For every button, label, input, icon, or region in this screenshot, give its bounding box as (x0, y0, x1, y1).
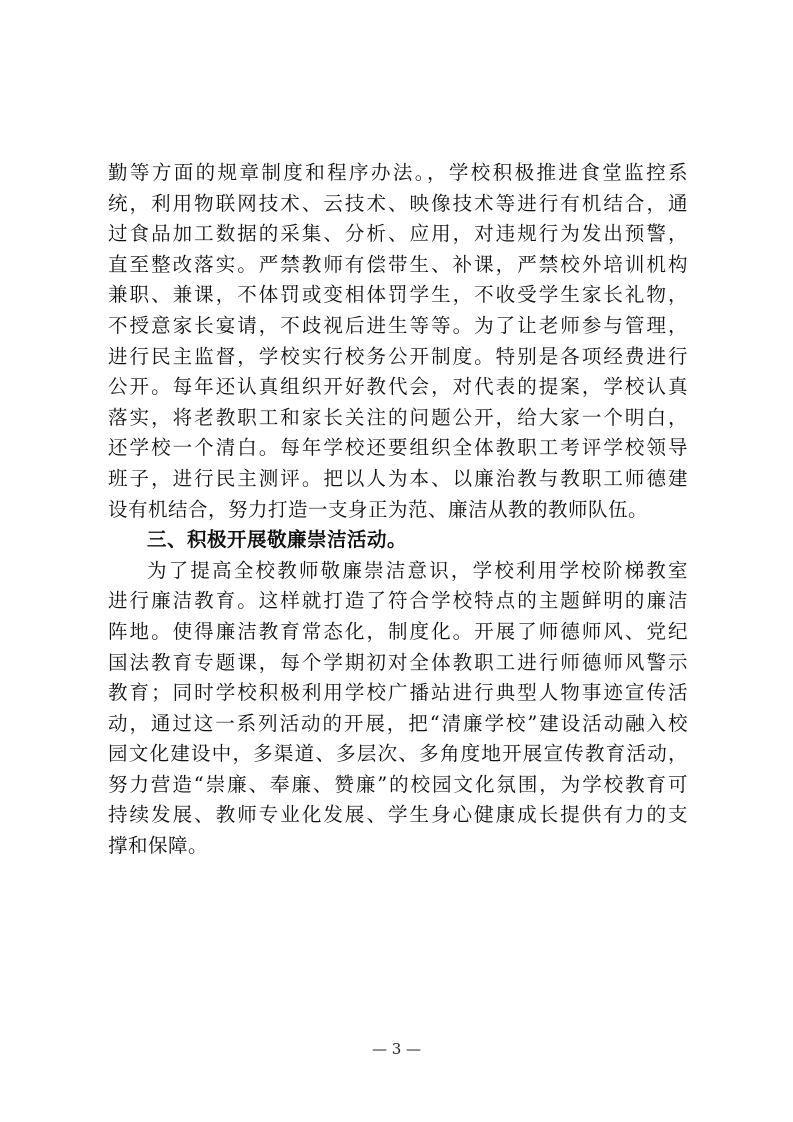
paragraph-2 (108, 556, 688, 862)
paragraph-line: 过食品加工数据的采集、分析、应用，对违规行为发出预警， (108, 222, 688, 246)
document-body (108, 158, 688, 862)
paragraph-line: 落实，将老教职工和家长关注的问题公开，给大家一个明白， (108, 405, 688, 429)
paragraph-line: 努力营造“崇廉、奉廉、赞廉”的校园文化氛围，为学校教育可 (108, 772, 688, 796)
paragraph-line: 勤等方面的规章制度和程序办法。，学校积极推进食堂监控系 (108, 161, 688, 184)
paragraph-line: 进行民主监督，学校实行校务公开制度。特别是各项经费进行 (108, 344, 688, 368)
paragraph-line: 动，通过这一系列活动的开展，把“清廉学校”建设活动融入校 (108, 711, 688, 735)
section-heading: 三、积极开展敬廉崇洁活动。 (147, 528, 408, 552)
paragraph-1 (108, 158, 688, 525)
paragraph-line: 班子，进行民主测评。把以人为本、以廉治教与教职工师德建 (108, 466, 688, 490)
paragraph-line: 设有机结合，努力打造一支身正为范、廉洁从教的教师队伍。 (108, 497, 649, 521)
paragraph-line: 统，利用物联网技术、云技术、映像技术等进行有机结合，通 (108, 191, 688, 215)
paragraph-line: 持续发展、教师专业化发展、学生身心健康成长提供有力的支 (108, 803, 688, 827)
paragraph-line: 还学校一个清白。每年学校还要组织全体教职工考评学校领导 (108, 436, 688, 460)
page-number: — 3 — (371, 1040, 422, 1058)
paragraph-line: 阵地。使得廉洁教育常态化，制度化。开展了师德师风、党纪 (108, 619, 688, 643)
paragraph-line: 兼职、兼课，不体罚或变相体罚学生，不收受学生家长礼物， (108, 283, 688, 307)
paragraph-line: 园文化建设中，多渠道、多层次、多角度地开展宣传教育活动， (108, 742, 688, 766)
paragraph-line: 国法教育专题课，每个学期初对全体教职工进行师德师风警示 (108, 650, 688, 674)
paragraph-line: 撑和保障。 (108, 834, 209, 858)
paragraph-line: 直至整改落实。严禁教师有偿带生、补课，严禁校外培训机构 (108, 252, 688, 276)
paragraph-line: 公开。每年还认真组织开好教代会，对代表的提案，学校认真 (108, 375, 688, 399)
paragraph-line: 教育；同时学校积极利用学校广播站进行典型人物事迹宣传活 (108, 681, 688, 705)
paragraph-line: 进行廉洁教育。这样就打造了符合学校特点的主题鲜明的廉洁 (108, 589, 688, 613)
paragraph-line: 为了提高全校教师敬廉崇洁意识，学校利用学校阶梯教室 (147, 558, 688, 582)
paragraph-line: 不授意家长宴请，不歧视后进生等等。为了让老师参与管理， (108, 313, 688, 337)
